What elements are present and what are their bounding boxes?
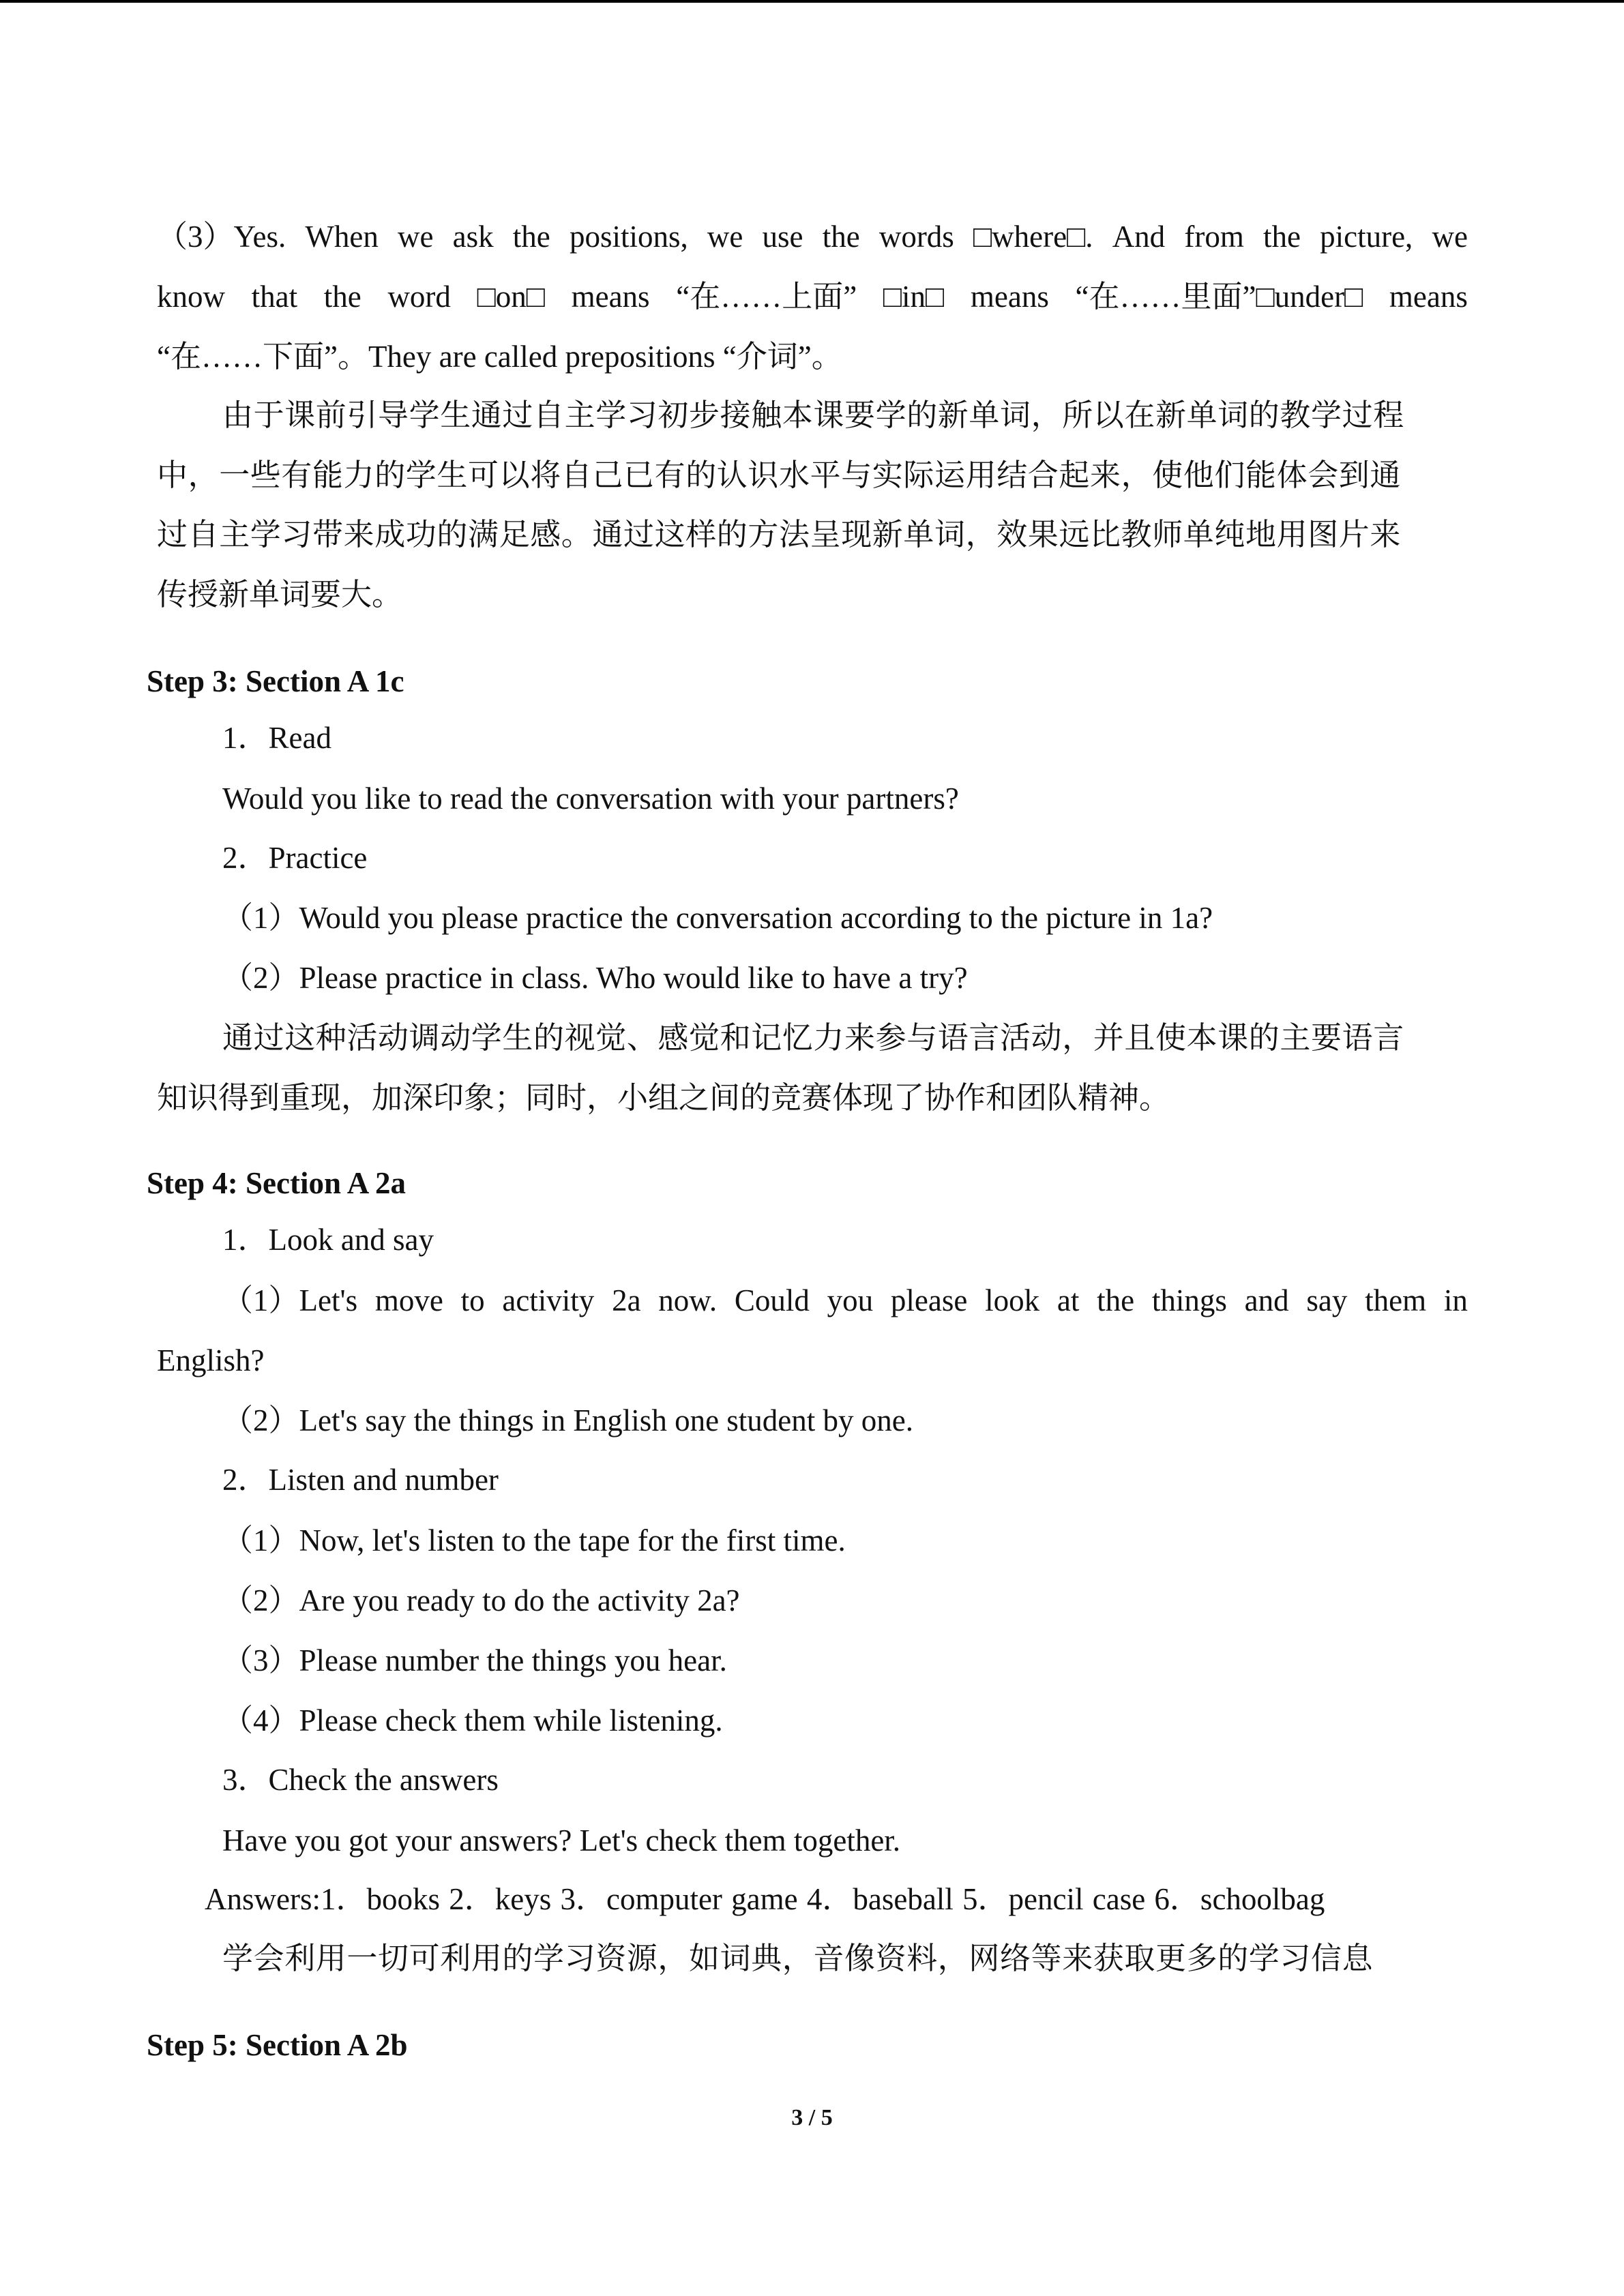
word: say: [1306, 1283, 1348, 1317]
word: at: [1057, 1283, 1080, 1317]
cn-para1-line1: 由于课前引导学生通过自主学习初步接触本课要学的新单词，所以在新单词的教学过程: [222, 398, 1404, 432]
word: Could: [734, 1283, 810, 1317]
word: know: [157, 280, 225, 314]
word: we: [398, 220, 434, 254]
page-top-border: [0, 0, 1624, 3]
step4-listen: 2．Listen and number: [222, 1463, 499, 1497]
word: the: [323, 280, 361, 314]
word: from: [1184, 220, 1244, 254]
word: And: [1112, 220, 1166, 254]
step4-answers: Answers:1．books 2．keys 3．computer game 4．baseball 5．pencil case 6．schoolbag: [205, 1882, 1325, 1916]
word: now.: [658, 1283, 718, 1317]
word: “在……上面”: [676, 280, 857, 314]
word: the: [512, 220, 550, 254]
word: you: [827, 1283, 874, 1317]
step4-listen-1: （1）Now, let's listen to the tape for the first time.: [222, 1523, 846, 1557]
step3-read-question: Would you like to read the conversation with your partners?: [222, 781, 959, 816]
cn-para1-line3: 过自主学习带来成功的满足感。通过这样的方法呈现新单词，效果远比教师单纯地用图片来: [157, 518, 1402, 552]
word: □where□.: [973, 220, 1093, 254]
step3-cn-line2: 知识得到重现，加深印象；同时，小组之间的竞赛体现了协作和团队精神。: [157, 1081, 1170, 1115]
step4-look: 1．Look and say: [222, 1223, 434, 1257]
word: ask: [452, 220, 494, 254]
cn-para1-line2: 中，一些有能力的学生可以将自己已有的认识水平与实际运用结合起来，使他们能体会到通: [157, 458, 1402, 492]
word: activity: [502, 1283, 595, 1317]
step4-check: 3．Check the answers: [222, 1763, 499, 1797]
word: □on□: [477, 280, 545, 314]
word: 2a: [612, 1283, 641, 1317]
word: to: [460, 1283, 485, 1317]
step3-practice-1: （1）Would you please practice the conversation according to the picture in 1a?: [222, 901, 1213, 935]
word: means: [571, 280, 650, 314]
word: means: [1389, 280, 1468, 314]
para1-line2: [157, 276, 1468, 317]
word: and: [1244, 1283, 1289, 1317]
word: in: [1443, 1283, 1468, 1317]
step4-look-1-cont: English?: [157, 1343, 265, 1377]
word: positions,: [569, 220, 688, 254]
word: the: [1263, 220, 1301, 254]
para1-line1: [157, 216, 1468, 257]
step3-cn-line1: 通过这种活动调动学生的视觉、感觉和记忆力来参与语言活动，并且使本课的主要语言: [222, 1021, 1404, 1055]
word: please: [890, 1283, 968, 1317]
word: picture,: [1320, 220, 1413, 254]
step4-check-question: Have you got your answers? Let's check them together.: [222, 1823, 901, 1858]
step4-look-2: （2）Let's say the things in English one student by one.: [222, 1403, 914, 1437]
step4-listen-3: （3）Please number the things you hear.: [222, 1643, 727, 1678]
word: （1）Let's: [222, 1283, 358, 1317]
step4-listen-4: （4）Please check them while listening.: [222, 1703, 723, 1738]
word: look: [985, 1283, 1040, 1317]
step3-practice: 2．Practice: [222, 841, 368, 875]
word: “在……里面”□under□: [1075, 280, 1363, 314]
word: □in□: [883, 280, 945, 314]
word: move: [374, 1283, 443, 1317]
word: use: [762, 220, 803, 254]
cn-para1-line4: 传授新单词要大。: [157, 578, 403, 612]
step5-heading: Step 5: Section A 2b: [147, 2028, 408, 2062]
para1-line3: “在……下面”。They are called prepositions “介词”。: [157, 340, 842, 374]
page-number: 3 / 5: [791, 2105, 833, 2130]
word: （3）Yes.: [157, 220, 286, 254]
step3-heading: Step 3: Section A 1c: [147, 664, 404, 698]
word: we: [1432, 220, 1468, 254]
step3-read: 1．Read: [222, 721, 331, 755]
step4-look-1: [222, 1280, 1468, 1321]
word: the: [1097, 1283, 1135, 1317]
word: When: [305, 220, 379, 254]
word: words: [879, 220, 954, 254]
word: the: [822, 220, 860, 254]
word: that: [251, 280, 298, 314]
step4-heading: Step 4: Section A 2a: [147, 1166, 407, 1200]
word: them: [1365, 1283, 1427, 1317]
word: word: [387, 280, 451, 314]
word: things: [1151, 1283, 1227, 1317]
word: we: [707, 220, 743, 254]
word: means: [970, 280, 1049, 314]
step4-cn-line1: 学会利用一切可利用的学习资源，如词典，音像资料，网络等来获取更多的学习信息: [222, 1941, 1374, 1976]
step3-practice-2: （2）Please practice in class. Who would like to have a try?: [222, 961, 968, 995]
step4-listen-2: （2）Are you ready to do the activity 2a?: [222, 1583, 740, 1617]
